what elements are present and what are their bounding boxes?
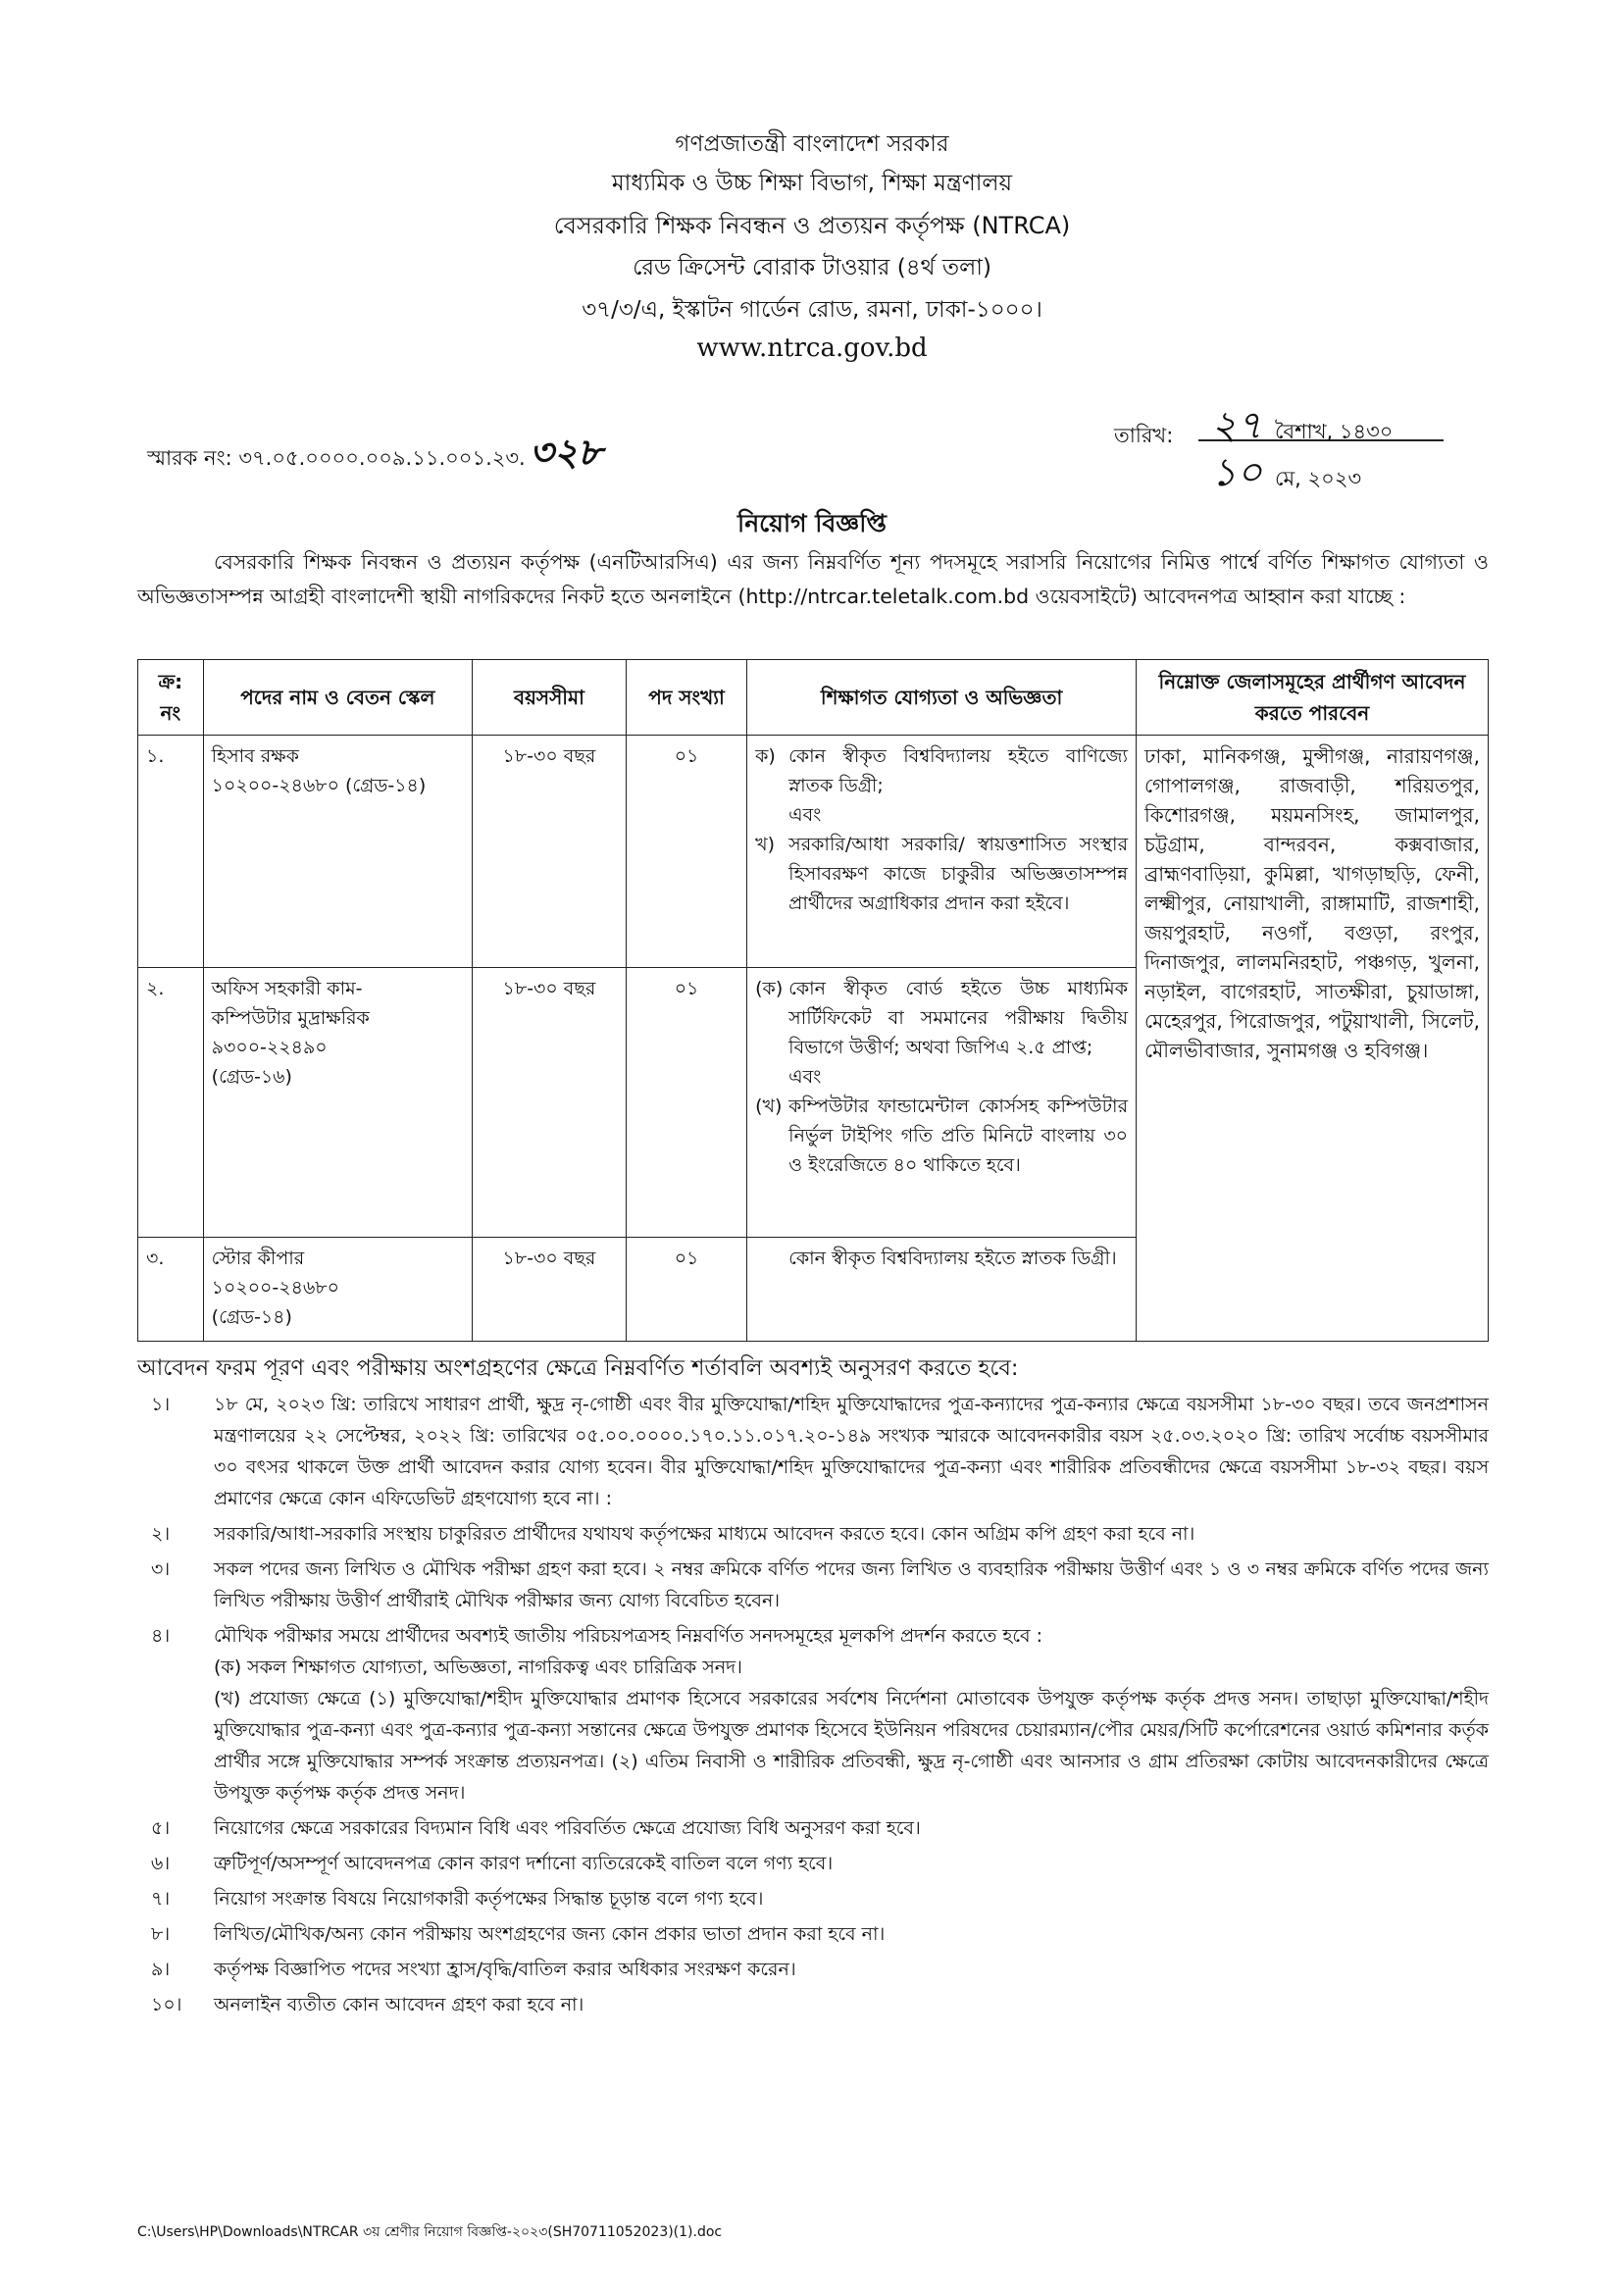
date-bangla-day: ২৭ [1210,403,1262,448]
header-post: পদের নাম ও বেতন স্কেল [203,660,472,736]
condition-item [137,1918,1489,1950]
vacancy-table [137,659,1489,1342]
file-path-footer: C:\Users\HP\Downloads\NTRCAR ৩য় শ্রেণীর নিয়োগ বিজ্ঞপ্তি-২০২৩(SH70711052023)(1).doc [137,2224,723,2240]
post-name: স্টোর কীপার [211,1248,305,1269]
row-age: ১৮-৩০ বছর [472,968,626,1238]
condition-paragraph: কর্তৃপক্ষ বিজ্ঞাপিত পদের সংখ্যা হ্রাস/বৃদ্ধি/বাতিল করার অধিকার সংরক্ষণ করেন। [214,1959,796,1980]
date-english-day: ১০ [1211,450,1262,495]
row-age: ১৮-৩০ বছর [472,1238,626,1342]
condition-paragraph: অনলাইন ব্যতীত কোন আবেদন গ্রহণ করা হবে না। [214,1994,584,2015]
condition-item [137,1620,1489,1809]
condition-number: ৩। [151,1558,171,1580]
qual-item: (খ) কম্পিউটার ফান্ডামেন্টাল কোর্সসহ কম্পিউটার নির্ভুল টাইপিং গতি প্রতি মিনিটে বাংলায় ৩০ ও ইংরেজিতে ৪০ থাকিতে হবে। [755,1096,1129,1176]
condition-item [137,1954,1489,1985]
post-scale: ১০২০০-২৪৬৮০ (গ্রেড-১৪) [211,775,427,796]
header-website: www.ntrca.gov.bd [696,333,928,363]
post-scale: ৯৩০০-২২৪৯০ [211,1037,328,1058]
post-grade: (গ্রেড-১৬) [211,1066,292,1088]
row-sl: ৩. [138,1238,204,1342]
condition-paragraph: মৌখিক পরীক্ষার সময়ে প্রার্থীদের অবশ্যই জাতীয় পরিচয়পত্রসহ নিম্নবর্ণিত সনদসমূহের মূলকপি প্রদর্শন করতে হবে : [214,1625,1043,1647]
header-sl: ক্র: নং [138,660,204,736]
row-qualification [747,736,1137,968]
qual-item: খ) সরকারি/আধা সরকারি/ স্বায়ত্তশাসিত সংস্থার হিসাবরক্ষণ কাজে চাকুরীর অভিজ্ঞতাসম্পন্ন প্রার্থীদের অগ্রাধিকার প্রদান করা হইবে। [755,834,1129,914]
header-qualification: শিক্ষাগত যোগ্যতা ও অভিজ্ঞতা [747,660,1137,736]
qual-item: ক) কোন স্বীকৃত বিশ্ববিদ্যালয় হইতে বাণিজ্যে স্নাতক ডিগ্রী; [755,745,1129,796]
row-count: ০১ [626,968,746,1238]
condition-paragraph: সরকারি/আধা-সরকারি সংস্থায় চাকুরিরত প্রার্থীদের যথাযথ কর্তৃপক্ষের মাধ্যমে আবেদন করতে হবে। কোন অগ্রিম কপি গ্রহণ করা হবে না। [214,1523,1195,1545]
condition-number: ১। [151,1394,171,1415]
intro-paragraph [137,545,1489,614]
row-qualification [747,968,1137,1238]
condition-paragraph: (খ) প্রযোজ্য ক্ষেত্রে (১) মুক্তিযোদ্ধা/শহীদ মুক্তিযোদ্ধার প্রমাণক হিসেবে সরকারের সর্বশেষ নির্দেশনা মোতাবেক উপযুক্ত কর্তৃপক্ষ কর্তৃক প্রদত্ত সনদ। তাছাড়া মুক্তিযোদ্ধা/শহীদ মুক্তিযোদ্ধার পুত্র-কন্যা এবং পুত্র-কন্যার পুত্র-কন্যা সন্তানের ক্ষেত্রে উপযুক্ত প্রমাণক হিসেবে ইউনিয়ন পরিষদের চেয়ারম্যান/পৌর মেয়র/সিটি কর্পোরেশনের ওয়ার্ড কমিশনার কর্তৃক প্রার্থীর সঙ্গে মুক্তিযোদ্ধার সম্পর্ক সংক্রান্ত প্রত্যয়নপত্র। (২) এতিম নিবাসী ও শারীরিক প্রতিবন্ধী, ক্ষুদ্র নৃ-গোষ্ঠী এবং আনসার ও গ্রাম প্রতিরক্ষা কোটায় আবেদনকারীদের ক্ষেত্রে উপযুক্ত কর্তৃপক্ষ কর্তৃক প্রদত্ত সনদ। [214,1688,1489,1804]
condition-paragraph: সকল পদের জন্য লিখিত ও মৌখিক পরীক্ষা গ্রহণ করা হবে। ২ নম্বর ক্রমিকে বর্ণিত পদের জন্য লিখিত ও ব্যবহারিক পরীক্ষায় উত্তীর্ণ এবং ১ ও ৩ নম্বর ক্রমিকে বর্ণিত পদের জন্য লিখিত পরীক্ষায় উত্তীর্ণ প্রার্থীরাই মৌখিক পরীক্ষার জন্য যোগ্য বিবেচিত হবেন। [214,1558,1489,1611]
condition-paragraph: ১৮ মে, ২০২৩ খ্রি: তারিখে সাধারণ প্রার্থী, ক্ষুদ্র নৃ-গোষ্ঠী এবং বীর মুক্তিযোদ্ধা/শহিদ মুক্তিযোদ্ধাদের পুত্র-কন্যাদের পুত্র-কন্যার ক্ষেত্রে বয়সসীমা ১৮-৩০ বছর। তবে জনপ্রশাসন মন্ত্রণালয়ের ২২ সেপ্টেম্বর, ২০২২ খ্রি: তারিখের ০৫.০০.০০০০.১৭০.১১.০১৭.২০-১৪৯ সংখ্যক স্মারকে আবেদনকারীর বয়স ২৫.০৩.২০২০ খ্রি: তারিখ সর্বোচ্চ বয়সসীমার ৩০ বৎসর থাকলে উক্ত প্রার্থী আবেদন করার যোগ্য হবেন। বীর মুক্তিযোদ্ধা/শহিদ মুক্তিযোদ্ধাদের পুত্র-কন্যা এবং শারীরিক প্রতিবন্ধীদের ক্ষেত্রে বয়সসীমা ১৮-৩২ বছর। বয়স প্রমাণের ক্ষেত্রে কোন এফিডেভিট গ্রহণযোগ্য হবে না। : [214,1394,1489,1509]
memo-handwritten-number: ৩২৮ [529,430,602,474]
condition-number: ৮। [151,1923,171,1945]
condition-number: ৫। [151,1817,171,1839]
condition-paragraph: (ক) সকল শিক্ষাগত যোগ্যতা, অভিজ্ঞতা, নাগরিকত্ব এবং চারিত্রিক সনদ। [214,1657,742,1678]
condition-text [214,1554,1489,1616]
condition-text [214,1518,1489,1550]
condition-item [137,1883,1489,1914]
memo-number [147,424,602,486]
row-sl: ২. [138,968,204,1238]
condition-number: ১০। [151,1994,182,2015]
condition-number: ৯। [151,1959,171,1980]
row-sl: ১. [138,736,204,968]
post-name: হিসাব রক্ষক [211,745,299,767]
row-post [203,968,472,1238]
table-header-row [138,660,1489,736]
condition-text [214,1883,1489,1914]
condition-paragraph: নিয়োগ সংক্রান্ত বিষয়ে নিয়োগকারী কর্তৃপক্ষের সিদ্ধান্ত চূড়ান্ত বলে গণ্য হবে। [214,1888,764,1910]
row-qualification [747,1238,1137,1342]
header-government: গণপ্রজাতন্ত্রী বাংলাদেশ সরকার [675,131,949,157]
condition-number: ৭। [151,1888,171,1910]
condition-paragraph: লিখিত/মৌখিক/অন্য কোন পরীক্ষায় অংশগ্রহণের জন্য কোন প্রকার ভাতা প্রদান করা হবে না। [214,1923,886,1945]
condition-text [214,1812,1489,1844]
intro-text: বেসরকারি শিক্ষক নিবন্ধন ও প্রত্যয়ন কর্তৃপক্ষ (এনটিআরসিএ) এর জন্য নিম্নবর্ণিত শূন্য পদসমূহে সরাসরি নিয়োগের নিমিত্ত পার্শ্বে বর্ণিত শিক্ষাগত যোগ্যতা ও অভিজ্ঞতাসম্পন্ন আগ্রহী বাংলাদেশী স্থায়ী নাগরিকদের নিকট হতে অনলাইনে (http://ntrcar.teletalk.com.bd ওয়েবসাইটে) আবেদনপত্র আহ্বান করা যাচ্ছে : [137,550,1489,608]
condition-number: ২। [151,1523,171,1545]
condition-item [137,1989,1489,2020]
header-division: মাধ্যমিক ও উচ্চ শিক্ষা বিভাগ, শিক্ষা মন্ত্রণালয় [611,171,1013,196]
condition-text [214,1954,1489,1985]
condition-item [137,1812,1489,1844]
condition-number: ৪। [151,1625,171,1647]
row-age: ১৮-৩০ বছর [472,736,626,968]
header-authority: বেসরকারি শিক্ষক নিবন্ধন ও প্রত্যয়ন কর্তৃপক্ষ (NTRCA) [553,212,1071,239]
condition-item [137,1389,1489,1514]
date-english-month-year: মে, ২০২৩ [1275,467,1362,490]
header-count: পদ সংখ্যা [626,660,746,736]
row-post [203,1238,472,1342]
conditions-list [137,1389,1489,2024]
post-name: অফিস সহকারী কাম- [211,978,363,999]
date-block [1198,394,1453,495]
condition-item [137,1554,1489,1616]
notice-title: নিয়োগ বিজ্ঞপ্তি [737,509,887,537]
condition-item [137,1848,1489,1879]
row-count: ০১ [626,736,746,968]
header-address: ৩৭/৩/এ, ইস্কাটন গার্ডেন রোড, রমনা, ঢাকা-১০০০। [582,297,1042,323]
condition-number: ৬। [151,1853,171,1874]
districts-cell: ঢাকা, মানিকগঞ্জ, মুন্সীগঞ্জ, নারায়ণগঞ্জ, গোপালগঞ্জ, রাজবাড়ী, শরিয়তপুর, কিশোরগঞ্জ, ময়মনসিংহ, জামালপুর, চট্টগ্রাম, বান্দরবন, কক্সবাজার, ব্রাহ্মণবাড়িয়া, কুমিল্লা, খাগড়াছড়ি, ফেনী, লক্ষ্মীপুর, নোয়াখালী, রাঙ্গামাটি, রাজশাহী, জয়পুরহাট, নওগাঁ, বগুড়া, রংপুর, দিনাজপুর, লালমনিরহাট, পঞ্চগড়, খুলনা, নড়াইল, বাগেরহাট, সাতক্ষীরা, চুয়াডাঙ্গা, মেহেরপুর, পিরোজপুর, পটুয়াখালী, সিলেট, মৌলভীবাজার, সুনামগঞ্জ ও হবিগঞ্জ। [1137,736,1489,1342]
post-name-cont: কম্পিউটার মুদ্রাক্ষরিক [211,1007,370,1029]
memo-prefix: স্মারক নং: ৩৭.০৫.০০০০.০০৯.১১.০০১.২৩. [147,446,526,470]
qual-item: (ক) কোন স্বীকৃত বোর্ড হইতে উচ্চ মাধ্যমিক সার্টিফিকেট বা সমমানের পরীক্ষায় দ্বিতীয় বিভাগে উত্তীর্ণ; অথবা জিপিএ ২.৫ প্রাপ্ত; [755,978,1129,1058]
header-districts: নিম্নোক্ত জেলাসমূহের প্রার্থীগণ আবেদন করতে পারবেন [1137,660,1489,736]
table-row [138,736,1489,968]
condition-item [137,1518,1489,1550]
row-count: ০১ [626,1238,746,1342]
condition-paragraph: নিয়োগের ক্ষেত্রে সরকারের বিদ্যমান বিধি এবং পরিবর্তিত ক্ষেত্রে প্রযোজ্য বিধি অনুসরণ করা হবে। [214,1817,921,1839]
condition-text [214,1848,1489,1879]
post-grade: (গ্রেড-১৪) [211,1306,292,1328]
condition-text [214,1989,1489,2020]
qual-item: এবং [788,804,822,826]
header-age: বয়সসীমা [472,660,626,736]
condition-text [214,1620,1489,1809]
qual-item: এবং [788,1066,822,1088]
post-scale: ১০২০০-২৪৬৮০ [211,1277,339,1299]
qual-item: কোন স্বীকৃত বিশ্ববিদ্যালয় হইতে স্নাতক ডিগ্রী। [788,1248,1117,1269]
conditions-heading: আবেদন ফরম পূরণ এবং পরীক্ষায় অংশগ্রহণের ক্ষেত্রে নিম্নবর্ণিত শর্তাবলি অবশ্যই অনুসরণ করতে হবে: [137,1355,1019,1381]
condition-text [214,1918,1489,1950]
row-post [203,736,472,968]
condition-text [214,1389,1489,1514]
date-bangla-month-year: বৈশাখ, ১৪৩০ [1275,420,1394,443]
date-label: তারিখ: [1114,424,1174,447]
condition-paragraph: ত্রুটিপূর্ণ/অসম্পূর্ণ আবেদনপত্র কোন কারণ দর্শানো ব্যতিরেকেই বাতিল বলে গণ্য হবে। [214,1853,834,1874]
header-building: রেড ক্রিসেন্ট বোরাক টাওয়ার (৪র্থ তলা) [633,255,991,280]
